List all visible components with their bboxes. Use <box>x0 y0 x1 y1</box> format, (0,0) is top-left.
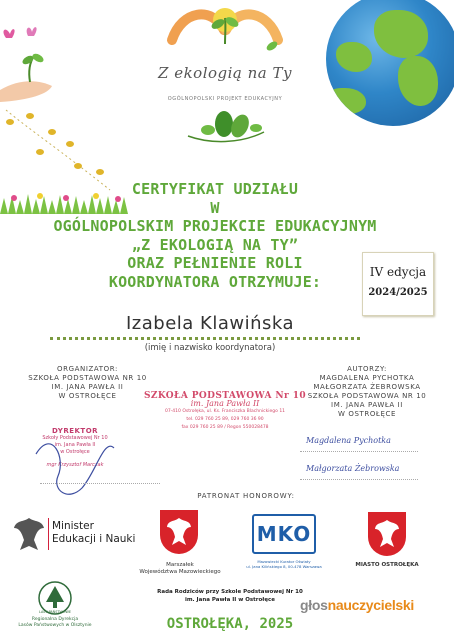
stamp-line: 07-410 Ostrołęka, ul. Ks. Franciszka Blachnickiego 11 <box>164 409 286 414</box>
butterfly-icon <box>27 27 37 36</box>
council-line: im. Jana Pawła II w Ostrołęce <box>184 597 276 603</box>
organizer-heading: ORGANIZATOR: <box>57 365 118 373</box>
lasy-logo-text: LASY PAŃSTWOWE <box>38 610 72 614</box>
logo-subtitle: OGÓLNOPOLSKI PROJEKT EDUKACYJNY <box>167 96 283 102</box>
kurator-caption <box>244 559 324 569</box>
edition-badge <box>362 252 434 316</box>
signature-line <box>300 451 418 452</box>
author-line: IM. JANA PAWŁA II <box>331 401 403 409</box>
edition-label: IV edycja <box>369 265 427 279</box>
council-line: Rada Rodziców przy Szkole Podstawowej Nr 10 <box>157 589 303 595</box>
marszalek-line: Marszałek <box>166 562 194 568</box>
stamp-line: SZKOŁA PODSTAWOWA Nr 10 <box>143 391 307 401</box>
author-signature: Magdalena Pychotka <box>306 436 391 445</box>
author-line: MAŁGORZATA ŻEBROWSKA <box>313 383 421 391</box>
headline-line: ORAZ PEŁNIENIE ROLI <box>127 254 303 272</box>
ostroleka-crest-icon <box>368 512 406 556</box>
headline-line: OGÓLNOPOLSKIM PROJEKCIE EDUKACYJNYM <box>53 217 377 235</box>
director-line: Szkoły Podstawowej Nr 10 <box>42 435 108 441</box>
glos-nauczycielski-logo <box>300 597 414 613</box>
director-signature-name: mgr Krzysztof Marczak <box>46 462 104 468</box>
parents-council <box>140 588 320 604</box>
headline-line: KOORDYNATORA OTRZYMUJE: <box>108 272 322 291</box>
stamp-line: im. Jana Pawła II <box>190 399 260 408</box>
edition-year: 2024/2025 <box>368 287 428 298</box>
glos-prefix: głos <box>300 597 328 613</box>
butterfly-icon <box>3 29 14 38</box>
leaves-icon <box>180 106 270 146</box>
place-date: OSTROŁĘKA, 2025 <box>166 616 294 632</box>
author-line: SZKOŁA PODSTAWOWA NR 10 <box>307 392 427 400</box>
polish-eagle-icon <box>12 514 46 554</box>
glos-suffix: nauczycielski <box>327 597 414 613</box>
headline-line: CERTYFIKAT UDZIAŁU <box>131 180 299 198</box>
director-stamp <box>22 418 142 478</box>
rdlp-caption <box>16 617 94 629</box>
headline-line: „Z EKOLOGIĄ NA TY” <box>131 235 299 254</box>
headline-line: W <box>210 198 220 217</box>
rdlp-line: Regionalna Dyrekcja <box>31 617 79 622</box>
director-signature-line <box>40 483 160 484</box>
ministry-logo <box>12 512 142 558</box>
author-line: W OSTROŁĘCE <box>337 410 397 418</box>
recipient-caption: (imię i nazwisko koordynatora) <box>144 343 276 353</box>
director-title: DYREKTOR <box>51 427 99 435</box>
organizer-line: IM. JANA PAWŁA II <box>51 383 124 391</box>
stamp-line: fax 029 760 25 89 / Regon 550028478 <box>181 425 269 430</box>
rdlp-line: Lasów Państwowych w Olsztynie <box>18 623 92 628</box>
patrons-heading: PATRONAT HONOROWY: <box>197 492 295 500</box>
ministry-line: Minister <box>52 520 94 532</box>
author-line: MAGDALENA PYCHOTKA <box>319 374 415 382</box>
city-caption: MIASTO OSTROŁĘKA <box>355 562 419 568</box>
lasy-panstwowe-logo <box>30 580 80 616</box>
director-signature <box>22 418 142 508</box>
project-logo <box>150 0 300 150</box>
name-dotted-line <box>50 337 360 340</box>
director-line: w Ostrołęce <box>60 449 90 455</box>
signature-line <box>300 479 418 480</box>
mazowsze-crest-icon <box>160 510 198 554</box>
author-signature: Małgorzata Żebrowska <box>306 464 400 473</box>
director-line: im. Jana Pawła II <box>54 442 96 448</box>
authors-heading: AUTORZY: <box>347 365 387 373</box>
hands-plant-icon <box>162 0 288 62</box>
globe-illustration <box>326 0 454 126</box>
school-stamp <box>140 392 310 432</box>
stamp-line: tel. 029 760 25 89, 029 760 36 90 <box>186 417 264 422</box>
logo-title: Z ekologią na Ty <box>158 64 292 82</box>
kurator-line: ul. Jana Kilińskiego 8, 00-478 Warszawa <box>246 564 322 569</box>
marszalek-caption <box>130 562 230 576</box>
marszalek-line: Województwa Mazowieckiego <box>139 569 221 575</box>
kurator-logo: MKO <box>252 514 316 554</box>
kurator-line: Mazowiecki Kurator Oświaty <box>257 559 311 564</box>
organizer-line: W OSTROŁĘCE <box>58 392 117 400</box>
organizer-line: SZKOŁA PODSTAWOWA NR 10 <box>28 374 147 382</box>
ministry-line: Edukacji i Nauki <box>52 533 136 545</box>
recipient-name: Izabela Klawińska <box>125 313 295 334</box>
